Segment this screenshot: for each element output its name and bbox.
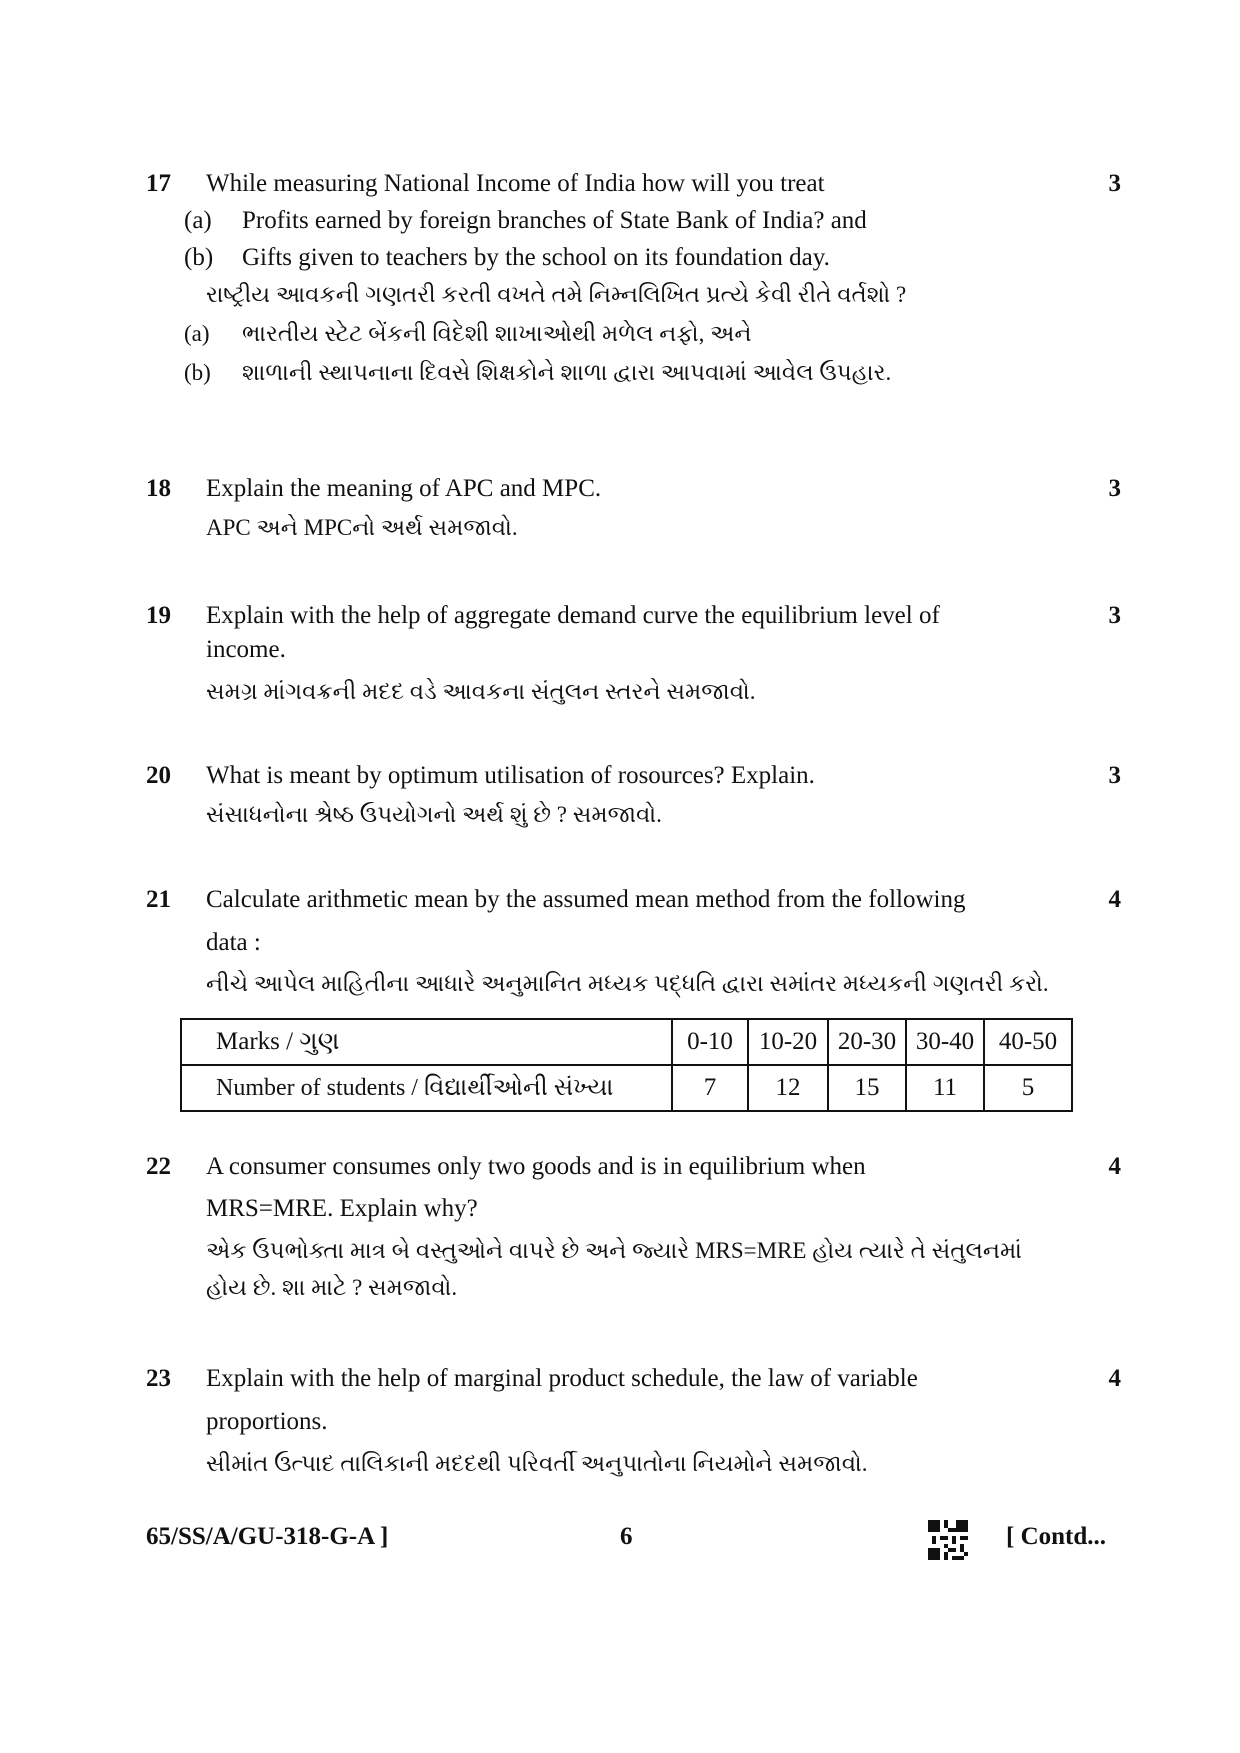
question-20 xyxy=(146,762,1146,842)
question-marks: 4 xyxy=(1108,1153,1121,1180)
question-marks: 3 xyxy=(1108,170,1121,197)
question-text-en-line-2: data : xyxy=(206,929,261,956)
qr-code-icon xyxy=(928,1520,968,1560)
sub-item-b-gu: (b) શાળાની સ્થાપનાના દિવસે શિક્ષકોને શાળા દ્વારા આપવામાં આવેલ ઉપહાર. xyxy=(184,360,892,385)
question-23 xyxy=(146,1365,1146,1485)
question-text-gu: રાષ્ટ્રીય આવકની ગણતરી કરતી વખતે તમે નિમ્નલિખિત પ્રત્યે કેવી રીતે વર્તશો ? xyxy=(206,282,907,307)
question-marks: 3 xyxy=(1108,762,1121,789)
question-text-en: While measuring National Income of India how will you treat xyxy=(206,170,825,197)
question-text-gu: સીમાંત ઉત્પાદ તાલિકાની મદદથી પરિવર્તી અનુપાતોના નિયમોને સમજાવો. xyxy=(206,1451,868,1476)
table-cell: 20-30 xyxy=(828,1019,906,1065)
table-row-header: Number of students / વિદ્યાર્થીઓની સંખ્યા xyxy=(181,1065,672,1111)
question-18 xyxy=(146,475,1146,555)
table-cell: 5 xyxy=(984,1065,1072,1111)
paper-code: 65/SS/A/GU-318-G-A ] xyxy=(146,1523,389,1550)
question-text-gu: સંસાધનોના શ્રેષ્ઠ ઉપયોગનો અર્થ શું છે ? સમજાવો. xyxy=(206,802,662,827)
table-cell: 12 xyxy=(748,1065,828,1111)
sub-item-a-gu: (a) ભારતીય સ્ટેટ બેંકની વિદેશી શાખાઓથી મળેલ નફો, અને xyxy=(184,321,752,346)
question-text-en-line-2: income. xyxy=(206,636,286,663)
question-text-en-line-2: MRS=MRE. Explain why? xyxy=(206,1195,478,1222)
continued-label: [ Contd... xyxy=(1006,1523,1107,1550)
question-17 xyxy=(146,170,1146,385)
question-number: 21 xyxy=(146,886,171,913)
question-text-en-line-1: Calculate arithmetic mean by the assumed mean method from the following xyxy=(206,886,966,913)
question-number: 19 xyxy=(146,602,171,629)
question-text-en: Explain the meaning of APC and MPC. xyxy=(206,475,602,502)
sub-item-a-en: (a) Profits earned by foreign branches of State Bank of India? and xyxy=(184,207,867,234)
question-number: 18 xyxy=(146,475,171,502)
question-marks: 4 xyxy=(1108,886,1121,913)
data-table xyxy=(180,1018,1073,1112)
page-number: 6 xyxy=(620,1523,633,1550)
question-text-gu: APC અને MPCનો અર્થ સમજાવો. xyxy=(206,515,518,540)
table-cell: 40-50 xyxy=(984,1019,1072,1065)
table-row-header: Marks / ગુણ xyxy=(181,1019,672,1065)
question-text-en-line-2: proportions. xyxy=(206,1408,328,1435)
table-cell: 0-10 xyxy=(672,1019,748,1065)
question-22 xyxy=(146,1153,1146,1303)
question-text-en-line-1: Explain with the help of aggregate demand curve the equilibrium level of xyxy=(206,602,940,629)
question-text-en-line-1: A consumer consumes only two goods and is in equilibrium when xyxy=(206,1153,866,1180)
question-text-gu: નીચે આપેલ માહિતીના આધારે અનુમાનિત મધ્યક પદ્ધતિ દ્વારા સમાંતર મધ્યકની ગણતરી કરો. xyxy=(206,971,1049,996)
question-text-gu-line-1: એક ઉપભોક્તા માત્ર બે વસ્તુઓને વાપરે છે અને જ્યારે MRS=MRE હોય ત્યારે તે સંતુલનમાં xyxy=(206,1238,1022,1263)
table-cell: 30-40 xyxy=(906,1019,984,1065)
question-19 xyxy=(146,602,1146,712)
question-number: 23 xyxy=(146,1365,171,1392)
question-number: 20 xyxy=(146,762,171,789)
table-cell: 11 xyxy=(906,1065,984,1111)
question-number: 22 xyxy=(146,1153,171,1180)
table-cell: 7 xyxy=(672,1065,748,1111)
table-cell: 10-20 xyxy=(748,1019,828,1065)
question-number: 17 xyxy=(146,170,171,197)
table-row xyxy=(181,1019,1072,1065)
sub-item-b-en: (b) Gifts given to teachers by the school on its foundation day. xyxy=(184,244,830,271)
table-cell: 15 xyxy=(828,1065,906,1111)
question-marks: 4 xyxy=(1108,1365,1121,1392)
question-marks: 3 xyxy=(1108,602,1121,629)
table-row xyxy=(181,1065,1072,1111)
question-text-en: What is meant by optimum utilisation of rosources? Explain. xyxy=(206,762,815,789)
question-21 xyxy=(146,886,1146,1006)
question-marks: 3 xyxy=(1108,475,1121,502)
question-text-gu-line-2: હોય છે. શા માટે ? સમજાવો. xyxy=(206,1275,458,1300)
question-text-gu: સમગ્ર માંગવક્રની મદદ વડે આવકના સંતુલન સ્તરને સમજાવો. xyxy=(206,679,756,704)
question-text-en-line-1: Explain with the help of marginal product schedule, the law of variable xyxy=(206,1365,918,1392)
